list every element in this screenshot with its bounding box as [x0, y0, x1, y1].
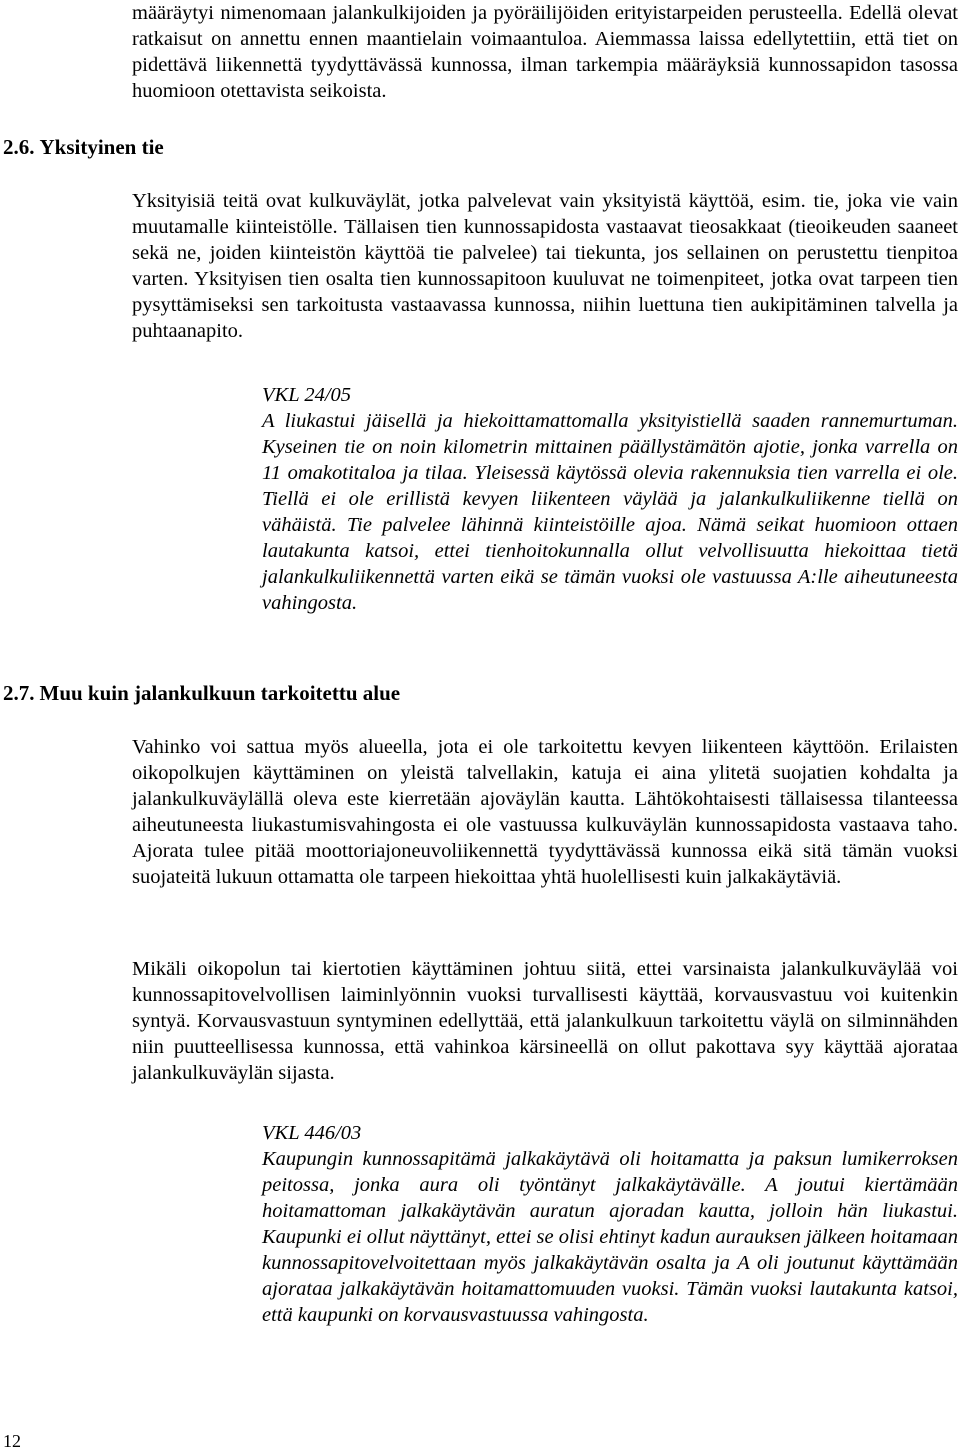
page-number: 12 — [3, 1431, 21, 1451]
section-2-6-paragraph: Yksityisiä teitä ovat kulkuväylät, jotka palvelevat vain yksityistä käyttöä, esim. tie, joka vie vain muutamalle kiinteistölle. Tällaisen tien kunnossapidosta vastaavat tieosakkaat (tieoikeuden saaneet sekä ne, joiden kiinteistön käyttöä tie palvelee) tai tiekunta, jos sellainen on perustettu tienpitoa varten. Yksityisen tien osalta tien kunnossapitoon kuuluvat ne toimenpiteet, jotka ovat tarpeen tien pysyttämiseksi sen tarkoitusta vastaavassa kunnossa, niihin luettuna tien aukipitäminen talvella ja puhtaanapito. — [132, 190, 958, 342]
case-vkl-24-05 — [262, 382, 958, 616]
case-id: VKL 24/05 — [262, 384, 352, 406]
section-2-7-paragraph-2: Mikäli oikopolun tai kiertotien käyttäminen johtuu siitä, ettei varsinaista jalankulkuväylää voi kunnossapitovelvollisen laiminlyönnin vuoksi turvallisesti käyttää, korvausvastuu voi kuitenkin syntyä. Korvausvastuun syntyminen edellyttää, että jalankulkuun tarkoitettu väylä on silminnähden niin puutteellisessa kunnossa, että vahinkoa kärsineellä on ollut pakottava syy käyttää ajorataa jalankulkuväylän sijasta. — [132, 958, 958, 1084]
section-title: Muu kuin jalankulkuun tarkoitettu alue — [39, 681, 401, 705]
section-number: 2.7. — [3, 681, 35, 705]
section-number: 2.6. — [3, 135, 35, 159]
section-heading-2-6 — [3, 134, 164, 160]
section-title: Yksityinen tie — [39, 135, 164, 159]
section-2-7-paragraph-1: Vahinko voi sattua myös alueella, jota ei ole tarkoitettu kevyen liikenteen käyttöön. Erilaisten oikopolkujen käyttäminen on yleistä talvellakin, katuja ei aina ylitetä suojatien kohdalta ja jalankulkuväylällä oleva este kierretään ajoväylän kautta. Lähtökohtaisesti tällaisessa tilanteessa aiheutuneesta liukastumisvahingosta ei ole vastuussa kulkuväylän kunnossapidosta vastaava taho. Ajorata tulee pitää moottoriajoneuvoliikennettä tyydyttävässä kunnossa eikä sitä tämän vuoksi suojateitä lukuun ottamatta ole tarpeen hiekoittaa yhtä huolellisesti kuin jalkakäytäviä. — [132, 736, 958, 888]
section-heading-2-7 — [3, 680, 400, 706]
case-text: Kaupungin kunnossapitämä jalkakäytävä oli hoitamatta ja paksun lumikerroksen peitossa, jonka aura oli työntänyt jalkakäytävälle. A joutui kiertämään hoitamattoman jalkakäytävän auratun ajoradan kautta, jolloin hän liukastui. Kaupunki ei ollut näyttänyt, ettei se olisi ehtinyt kadun aurauksen jälkeen hoitamaan kunnossapitovelvoitettaan myös jalkakäytävän osalta ja A oli joutunut käyttämään ajorataa jalkakäytävän hoitamattomuuden vuoksi. Tämän vuoksi lautakunta katsoi, että kaupunki on korvausvastuussa vahingosta. — [262, 1148, 958, 1326]
case-vkl-446-03 — [262, 1120, 958, 1328]
intro-paragraph: määräytyi nimenomaan jalankulkijoiden ja pyöräilijöiden erityistarpeiden perusteella. Edellä olevat ratkaisut on annettu ennen maantielain voimaantuloa. Aiemmassa laissa edellytettiin, että tiet on pidettävä liikennettä tyydyttävässä kunnossa, ilman tarkempia määräyksiä kunnossapidon tasossa huomioon otettavista seikoista. — [132, 2, 958, 102]
case-text: A liukastui jäisellä ja hiekoittamattomalla yksityistiellä saaden rannemurtuman. Kyseinen tie on noin kilometrin mittainen päällystämätön ajotie, jonka varrella on 11 omakotitaloa ja tilaa. Yleisessä käytössä olevia rakennuksia tien varrella ei ole. Tiellä ei ole erillistä kevyen liikenteen väylää ja jalankulkuliikenne tiellä on vähäistä. Tie palvelee lähinnä kiinteistöille ajoa. Nämä seikat huomioon ottaen lautakunta katsoi, ettei tienhoitokunnalla ollut velvollisuutta hiekoittaa tietä jalankulkuliikennettä varten eikä se tämän vuoksi ole vastuussa A:lle aiheutuneesta vahingosta. — [262, 410, 958, 614]
case-id: VKL 446/03 — [262, 1122, 362, 1144]
